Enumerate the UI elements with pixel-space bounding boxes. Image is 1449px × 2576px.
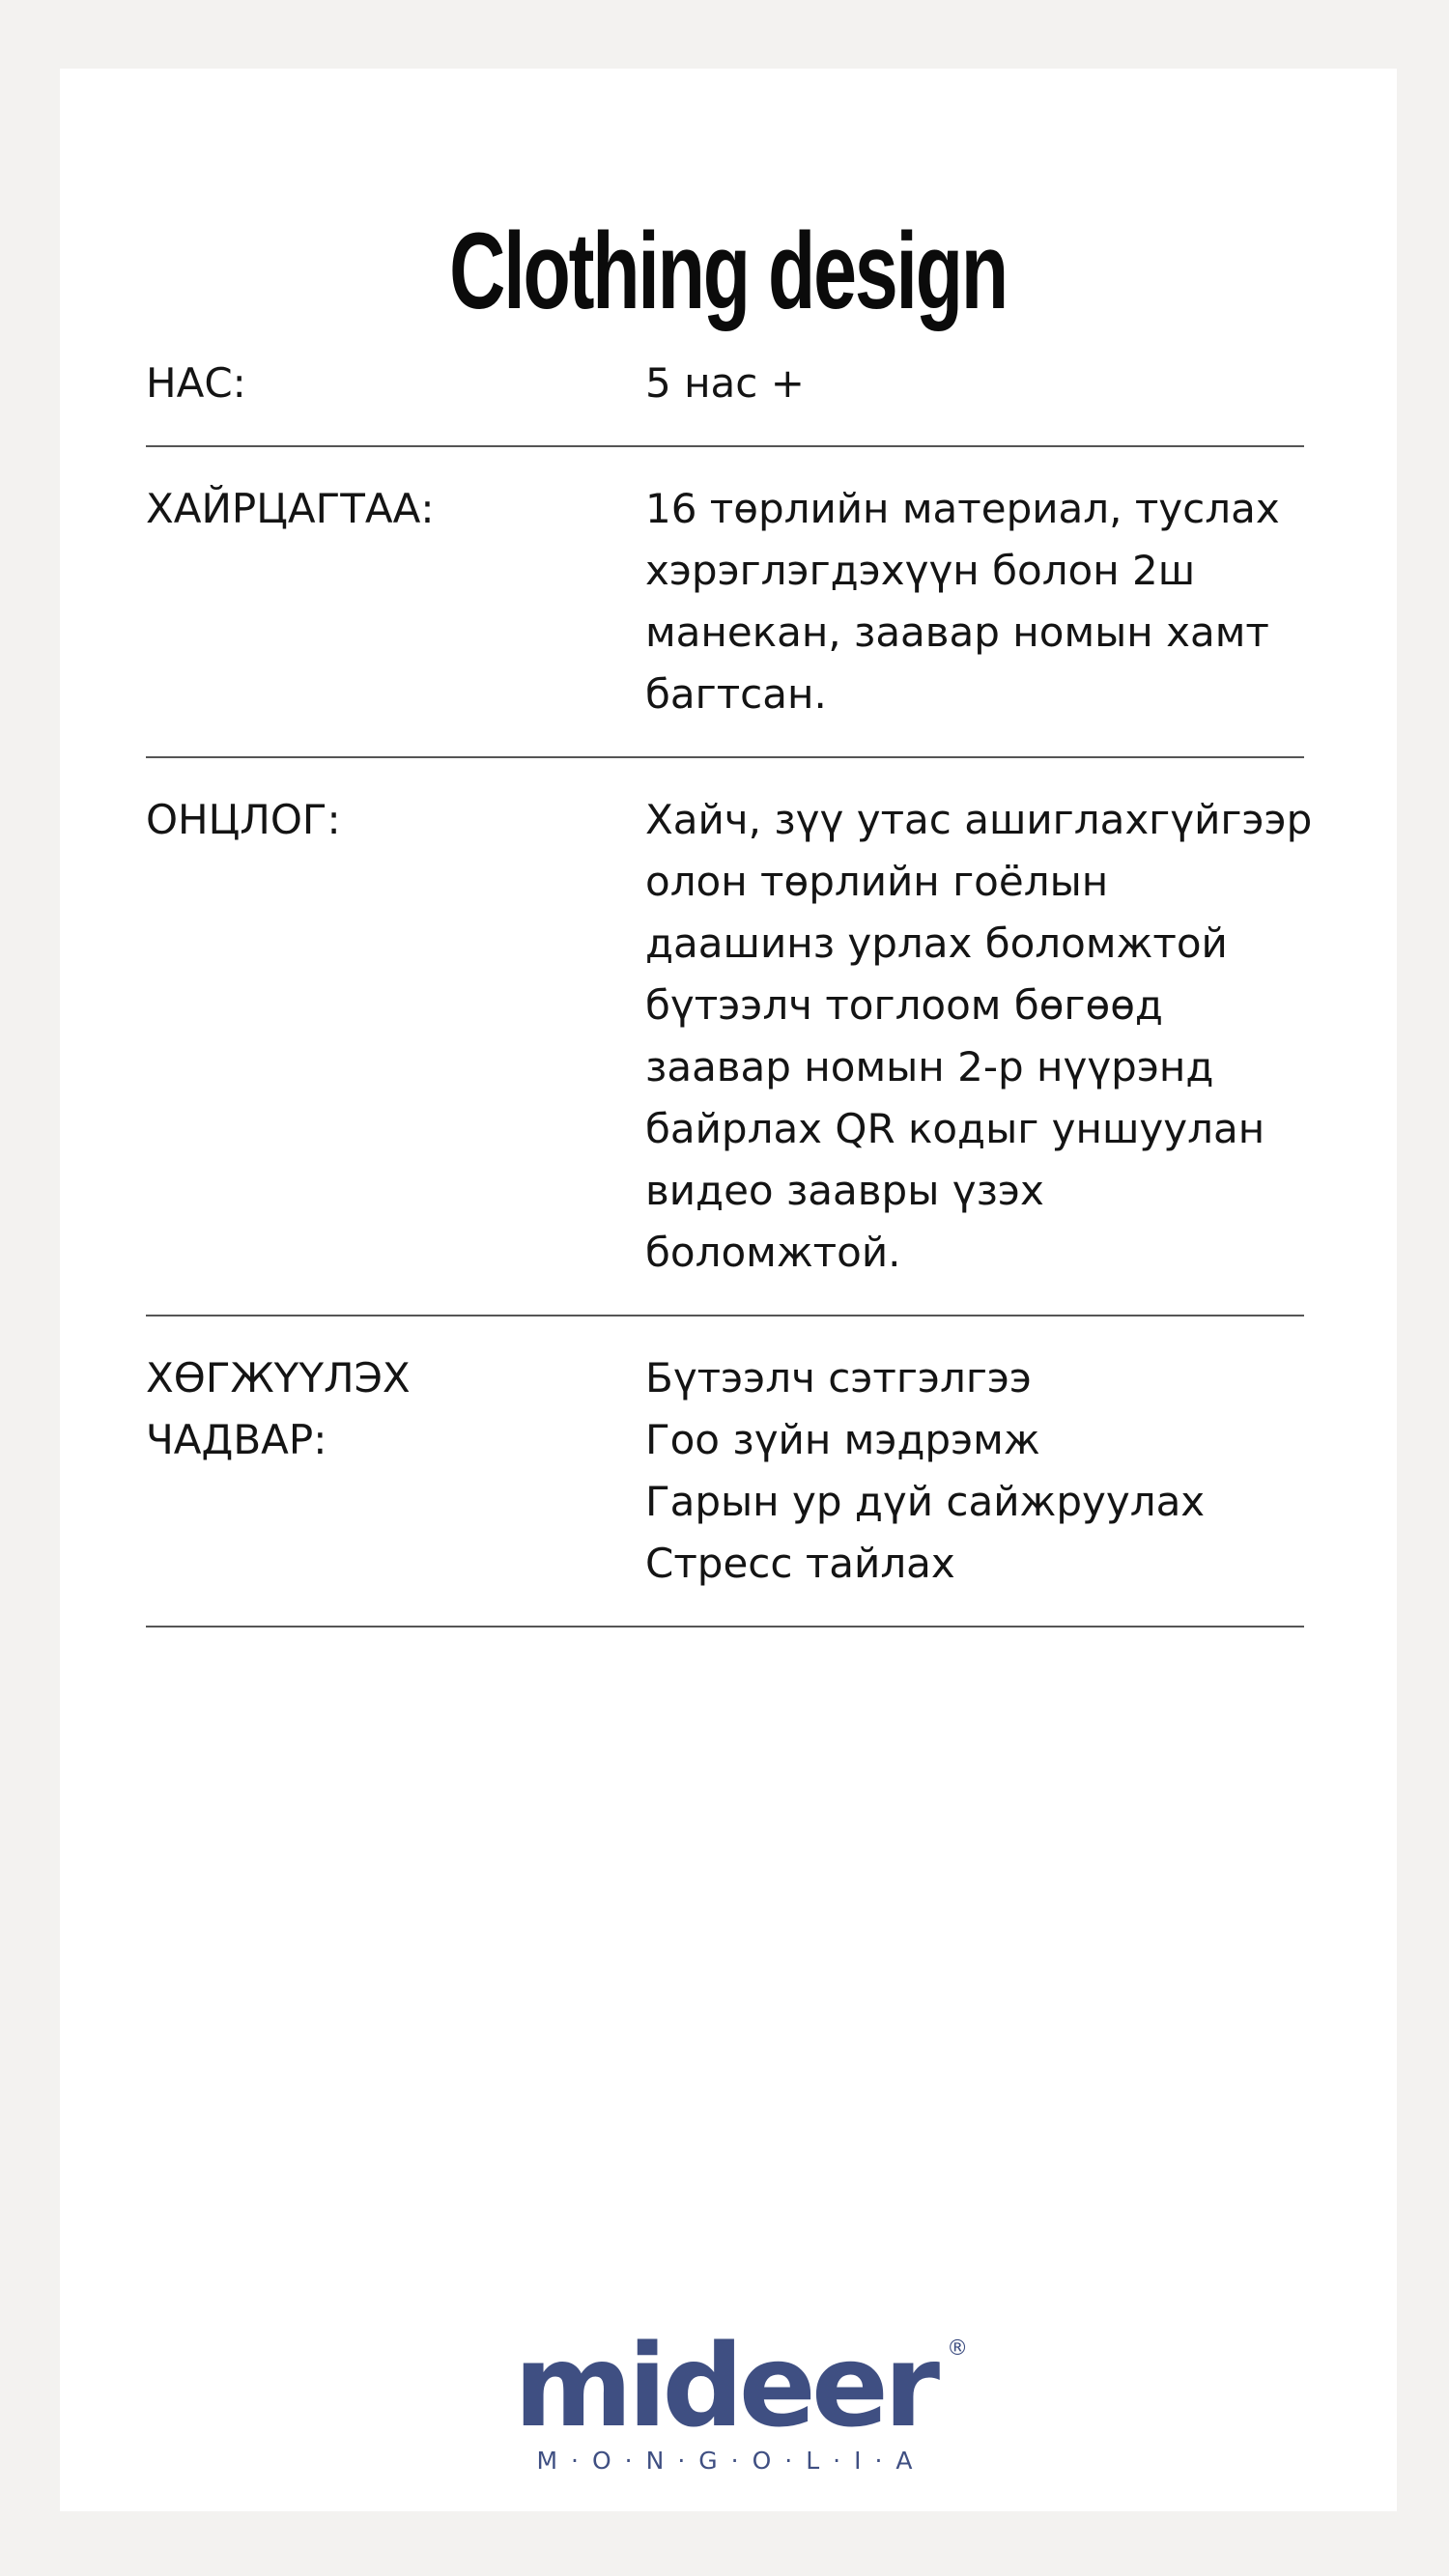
logo-wordmark bbox=[513, 2319, 969, 2452]
spec-value-line: хэрэглэгдэхүүн болон 2ш bbox=[645, 547, 1196, 594]
spec-label-age: НАС: bbox=[146, 359, 246, 407]
spec-value-line: Хайч, зүү утас ашиглахгүйгээр bbox=[645, 796, 1313, 843]
page-title: Clothing design bbox=[449, 211, 1008, 331]
spec-value-line: 16 төрлийн материал, туслах bbox=[645, 485, 1280, 532]
spec-row-skills bbox=[146, 1347, 1304, 1628]
spec-value-features bbox=[645, 789, 1312, 1284]
spec-value-line: олон төрлийн гоёлын bbox=[645, 858, 1109, 905]
spec-value-line: 5 нас + bbox=[645, 359, 805, 407]
spec-value-line: даашинз урлах боломжтой bbox=[645, 920, 1228, 967]
spec-value-line: заавар номын 2-р нүүрэнд bbox=[645, 1043, 1214, 1090]
spec-value-line: байрлах QR кодыг уншуулан bbox=[645, 1105, 1265, 1152]
spec-value-line: Бүтээлч сэтгэлгээ bbox=[645, 1354, 1032, 1401]
spec-value-line: багтсан. bbox=[645, 670, 827, 718]
logo-subtitle: M·O·N·G·O·L·I·A bbox=[536, 2447, 926, 2475]
brand-logo bbox=[0, 2319, 1449, 2476]
spec-value-age bbox=[645, 353, 1304, 414]
registered-mark: ® bbox=[947, 2336, 969, 2361]
spec-table bbox=[146, 353, 1313, 1628]
spec-value-line: Стресс тайлах bbox=[645, 1540, 955, 1587]
spec-value-line: видео заавры үзэх bbox=[645, 1167, 1044, 1214]
spec-value-line: Гарын ур дүй сайжруулах bbox=[645, 1478, 1206, 1525]
spec-label-features: ОНЦЛОГ: bbox=[146, 796, 341, 843]
spec-value-line: манекан, заавар номын хамт bbox=[645, 609, 1269, 656]
spec-label-contents: ХАЙРЦАГТАА: bbox=[146, 485, 435, 532]
spec-value-line: бүтээлч тоглоом бөгөөд bbox=[645, 981, 1163, 1029]
spec-value-line: боломжтой. bbox=[645, 1229, 901, 1276]
spec-row-contents bbox=[146, 478, 1304, 758]
spec-value-line: Гоо зүйн мэдрэмж bbox=[645, 1416, 1040, 1463]
spec-label-skills: ХӨГЖҮҮЛЭХ ЧАДВАР: bbox=[146, 1354, 411, 1463]
spec-row-age bbox=[146, 353, 1304, 447]
spec-row-features bbox=[146, 789, 1313, 1316]
spec-value-skills bbox=[645, 1347, 1304, 1595]
spec-value-contents bbox=[645, 478, 1304, 725]
logo-wordmark-text: mideer bbox=[513, 2319, 936, 2452]
